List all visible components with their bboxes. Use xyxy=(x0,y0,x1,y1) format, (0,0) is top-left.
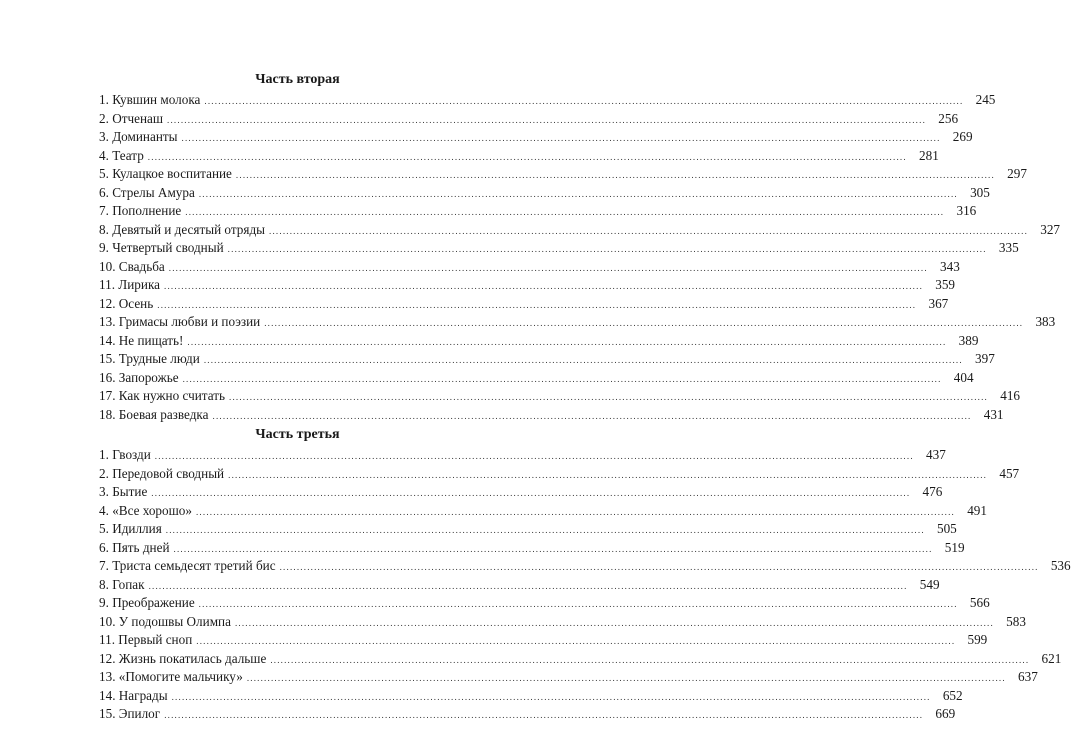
toc-entry[interactable] xyxy=(99,295,949,314)
toc-entry-title: 1. Гвозди xyxy=(99,447,151,462)
toc-entry-page-number: 416 xyxy=(1000,388,1020,403)
toc-entry-title: 10. Свадьба xyxy=(99,258,165,274)
toc-entry-page-number: 335 xyxy=(998,240,1019,255)
toc-entry-title: 5. Идиллия xyxy=(99,521,162,536)
dot-leader: ............................................................................................................................................................................................................................ xyxy=(181,133,941,143)
toc-entry-page-number: 621 xyxy=(1041,650,1062,666)
part-two-list xyxy=(99,91,1061,424)
toc-entry-page-number: 404 xyxy=(953,369,974,385)
dot-leader: ............................................................................................................................................................................................................................ xyxy=(157,299,917,310)
toc-entry-title: 7. Триста семьдесят третий бис xyxy=(99,558,276,573)
toc-entry[interactable] xyxy=(99,239,1019,258)
toc-entry[interactable] xyxy=(99,539,965,558)
dot-leader: ............................................................................................................................................................................................................................ xyxy=(264,318,1024,328)
toc-entry[interactable] xyxy=(99,276,956,295)
dot-leader: ............................................................................................................................................................................................................................ xyxy=(154,451,914,461)
dot-leader: ............................................................................................................................................................................................................................ xyxy=(212,410,972,421)
dot-leader: ............................................................................................................................................................................................................................ xyxy=(171,691,931,702)
toc-entry-page-number: 281 xyxy=(919,147,939,163)
dot-leader: ............................................................................................................................................................................................................................ xyxy=(234,617,994,628)
toc-entry[interactable] xyxy=(99,594,990,613)
toc-entry-title: 9. Четвертый сводный xyxy=(99,240,224,255)
toc-entry-page-number: 343 xyxy=(940,258,960,274)
dot-leader: ............................................................................................................................................................................................................................ xyxy=(148,580,908,591)
toc-entry[interactable] xyxy=(99,221,1061,240)
toc-entry[interactable] xyxy=(99,91,996,110)
dot-leader: ............................................................................................................................................................................................................................ xyxy=(185,207,945,217)
dot-leader: ............................................................................................................................................................................................................................ xyxy=(228,469,988,480)
dot-leader: ............................................................................................................................................................................................................................ xyxy=(227,244,987,254)
dot-leader: ............................................................................................................................................................................................................................ xyxy=(198,599,958,609)
part-three-heading: Часть третья xyxy=(255,427,340,442)
toc-entry-title: 4. «Все хорошо» xyxy=(99,502,192,518)
toc-entry-title: 3. Доминанты xyxy=(99,129,178,144)
toc-entry[interactable] xyxy=(99,369,974,388)
toc-entry-title: 11. Лирика xyxy=(99,277,161,292)
dot-leader: ............................................................................................................................................................................................................................ xyxy=(198,188,958,199)
toc-entry[interactable] xyxy=(99,446,946,465)
toc-entry-title: 3. Бытие xyxy=(99,484,148,499)
toc-entry-title: 5. Кулацкое воспитание xyxy=(99,166,232,181)
toc-entry[interactable] xyxy=(99,258,960,277)
toc-entry-page-number: 491 xyxy=(967,502,987,518)
toc-entry-title: 11. Первый сноп xyxy=(99,632,193,647)
toc-entry-page-number: 327 xyxy=(1040,221,1061,237)
dot-leader: ............................................................................................................................................................................................................................ xyxy=(165,525,925,535)
toc-entry-page-number: 669 xyxy=(935,706,956,721)
dot-leader: ............................................................................................................................................................................................................................ xyxy=(173,543,933,554)
toc-entry-page-number: 637 xyxy=(1018,669,1038,684)
toc-entry-title: 15. Трудные люди xyxy=(99,351,200,366)
dot-leader: ............................................................................................................................................................................................................................ xyxy=(270,654,1030,665)
toc-entry[interactable] xyxy=(99,110,959,129)
toc-entry-title: 1. Кувшин молока xyxy=(99,92,201,107)
dot-leader: ............................................................................................................................................................................................................................ xyxy=(182,373,942,384)
dot-leader: ............................................................................................................................................................................................................................ xyxy=(203,355,963,365)
toc-entry-page-number: 305 xyxy=(970,184,990,200)
part-three-list xyxy=(99,446,1071,724)
dot-leader: ............................................................................................................................................................................................................................ xyxy=(164,281,924,291)
toc-entry-page-number: 437 xyxy=(926,447,946,462)
toc-entry[interactable] xyxy=(99,165,1027,184)
toc-entry[interactable] xyxy=(99,557,1071,576)
toc-entry-title: 10. У подошвы Олимпа xyxy=(99,613,231,629)
toc-entry[interactable] xyxy=(99,465,1020,484)
toc-entry-page-number: 367 xyxy=(928,295,949,311)
toc-entry-title: 12. Осень xyxy=(99,295,154,311)
toc-entry-title: 17. Как нужно считать xyxy=(99,388,225,403)
dot-leader: ............................................................................................................................................................................................................................ xyxy=(246,673,1006,683)
toc-entry-page-number: 397 xyxy=(975,351,995,366)
dot-leader: ............................................................................................................................................................................................................................ xyxy=(269,225,1029,236)
toc-entry-page-number: 389 xyxy=(958,332,979,348)
toc-entry-page-number: 457 xyxy=(999,465,1020,481)
toc-entry-page-number: 431 xyxy=(983,406,1004,422)
dot-leader: ............................................................................................................................................................................................................................ xyxy=(151,488,911,498)
toc-entry-page-number: 519 xyxy=(944,539,965,555)
toc-entry-page-number: 599 xyxy=(967,632,988,647)
dot-leader: ............................................................................................................................................................................................................................ xyxy=(229,392,988,402)
table-of-contents xyxy=(99,71,1071,724)
toc-entry-title: 16. Запорожье xyxy=(99,369,179,385)
toc-entry-title: 13. «Помогите мальчику» xyxy=(99,669,243,684)
toc-entry-title: 8. Гопак xyxy=(99,576,145,592)
toc-entry-title: 14. Не пищать! xyxy=(99,332,184,348)
dot-leader: ............................................................................................................................................................................................................................ xyxy=(196,636,956,646)
toc-entry[interactable] xyxy=(99,483,943,502)
toc-entry[interactable] xyxy=(99,406,1004,425)
toc-entry[interactable] xyxy=(99,147,939,166)
toc-entry-title: 14. Награды xyxy=(99,687,168,703)
toc-entry-title: 8. Девятый и десятый отряды xyxy=(99,221,266,237)
toc-entry[interactable] xyxy=(99,313,1056,332)
dot-leader: ............................................................................................................................................................................................................................ xyxy=(168,262,928,273)
dot-leader: ............................................................................................................................................................................................................................ xyxy=(147,151,907,162)
toc-entry[interactable] xyxy=(99,520,957,539)
toc-entry-page-number: 549 xyxy=(919,576,940,592)
dot-leader: ............................................................................................................................................................................................................................ xyxy=(187,336,947,347)
toc-entry-title: 13. Гримасы любви и поэзии xyxy=(99,314,261,329)
toc-entry-page-number: 269 xyxy=(952,129,973,144)
toc-entry[interactable] xyxy=(99,650,1062,669)
toc-entry-page-number: 256 xyxy=(938,110,959,126)
toc-entry[interactable] xyxy=(99,184,990,203)
toc-entry-page-number: 245 xyxy=(975,92,996,107)
toc-entry-title: 7. Пополнение xyxy=(99,203,182,218)
toc-entry[interactable] xyxy=(99,576,940,595)
toc-entry-title: 2. Отченаш xyxy=(99,110,164,126)
part-two-heading: Часть вторая xyxy=(255,72,340,87)
toc-entry[interactable] xyxy=(99,705,956,724)
toc-entry-page-number: 476 xyxy=(922,484,943,499)
toc-entry-title: 2. Передовой сводный xyxy=(99,465,225,481)
toc-entry-page-number: 536 xyxy=(1050,558,1071,573)
toc-entry-page-number: 359 xyxy=(935,277,956,292)
toc-entry[interactable] xyxy=(99,128,973,147)
toc-entry[interactable] xyxy=(99,202,977,221)
toc-entry[interactable] xyxy=(99,350,995,369)
toc-entry-page-number: 583 xyxy=(1006,613,1026,629)
toc-entry-title: 6. Стрелы Амура xyxy=(99,184,195,200)
toc-entry[interactable] xyxy=(99,687,963,706)
toc-entry-page-number: 316 xyxy=(956,203,977,218)
toc-entry[interactable] xyxy=(99,613,1026,632)
toc-entry-title: 6. Пять дней xyxy=(99,539,170,555)
toc-entry-page-number: 297 xyxy=(1007,166,1027,181)
toc-entry-title: 18. Боевая разведка xyxy=(99,406,209,422)
toc-entry[interactable] xyxy=(99,387,1020,406)
dot-leader: ............................................................................................................................................................................................................................ xyxy=(204,96,964,106)
dot-leader: ............................................................................................................................................................................................................................ xyxy=(195,506,955,517)
dot-leader: ............................................................................................................................................................................................................................ xyxy=(167,114,927,125)
toc-entry[interactable] xyxy=(99,332,979,351)
toc-entry[interactable] xyxy=(99,631,988,650)
toc-entry[interactable] xyxy=(99,502,987,521)
toc-entry-title: 12. Жизнь покатилась дальше xyxy=(99,650,267,666)
toc-entry-page-number: 383 xyxy=(1035,314,1056,329)
toc-entry-title: 4. Театр xyxy=(99,147,144,163)
toc-entry-title: 15. Эпилог xyxy=(99,706,161,721)
toc-entry-page-number: 566 xyxy=(969,595,990,610)
dot-leader: ............................................................................................................................................................................................................................ xyxy=(164,710,924,720)
toc-entry-page-number: 505 xyxy=(936,521,957,536)
toc-entry[interactable] xyxy=(99,668,1038,687)
toc-entry-page-number: 652 xyxy=(942,687,963,703)
dot-leader: ............................................................................................................................................................................................................................ xyxy=(235,170,995,180)
dot-leader: ............................................................................................................................................................................................................................ xyxy=(279,562,1039,572)
toc-entry-title: 9. Преображение xyxy=(99,595,195,610)
